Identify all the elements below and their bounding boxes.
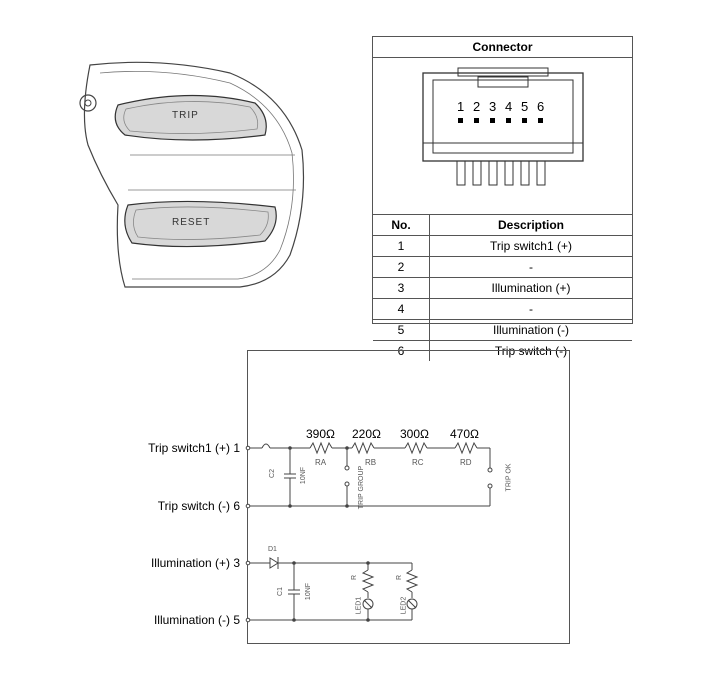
terminal-label-1: Trip switch1 (+) 1 <box>148 441 240 455</box>
c2-value: 10NF <box>300 466 308 485</box>
trip-group-label: TRIP GROUP <box>358 465 366 510</box>
pin-number-2: 2 <box>473 99 481 114</box>
row-no: 6 <box>373 341 430 362</box>
led1-label: LED1 <box>355 596 363 615</box>
row-desc: Trip switch1 (+) <box>430 236 633 257</box>
resistor-rb-value: 220Ω <box>352 427 381 441</box>
terminal-label-5: Illumination (-) 5 <box>153 613 240 627</box>
r1-label: R <box>351 574 359 581</box>
row-desc: Trip switch (-) <box>430 341 633 362</box>
pin-number-4: 4 <box>505 99 513 114</box>
row-desc: Illumination (-) <box>430 320 633 341</box>
row-no: 3 <box>373 278 430 299</box>
row-no: 1 <box>373 236 430 257</box>
led2-label: LED2 <box>400 596 408 615</box>
resistor-ra-value: 390Ω <box>306 427 335 441</box>
row-desc: Illumination (+) <box>430 278 633 299</box>
r2-label: R <box>396 574 404 581</box>
resistor-ra-name: RA <box>315 458 327 467</box>
resistor-rc-name: RC <box>412 458 424 467</box>
header-no: No. <box>373 215 430 236</box>
pin-number-3: 3 <box>489 99 497 114</box>
row-no: 2 <box>373 257 430 278</box>
pin-number-5: 5 <box>521 99 529 114</box>
resistor-rc-value: 300Ω <box>400 427 429 441</box>
terminal-label-3: Illumination (+) 3 <box>150 556 240 570</box>
c1-value: 10NF <box>305 582 313 601</box>
row-desc: - <box>430 299 633 320</box>
row-no: 4 <box>373 299 430 320</box>
resistor-rb-name: RB <box>365 458 377 467</box>
row-desc: - <box>430 257 633 278</box>
resistor-rd-name: RD <box>460 458 472 467</box>
reset-button-label: RESET <box>172 217 211 228</box>
pin-number-6: 6 <box>537 99 545 114</box>
trip-ok-label: TRIP OK <box>505 463 513 492</box>
connector-title: Connector <box>373 37 632 58</box>
header-description: Description <box>430 215 633 236</box>
d1-label: D1 <box>268 546 277 553</box>
c1-label: C1 <box>276 587 284 596</box>
terminal-label-6: Trip switch (-) 6 <box>157 499 240 513</box>
pin-number-1: 1 <box>457 99 465 114</box>
c2-label: C2 <box>268 469 276 478</box>
resistor-rd-value: 470Ω <box>450 427 479 441</box>
row-no: 5 <box>373 320 430 341</box>
trip-button-label: TRIP <box>172 110 199 121</box>
